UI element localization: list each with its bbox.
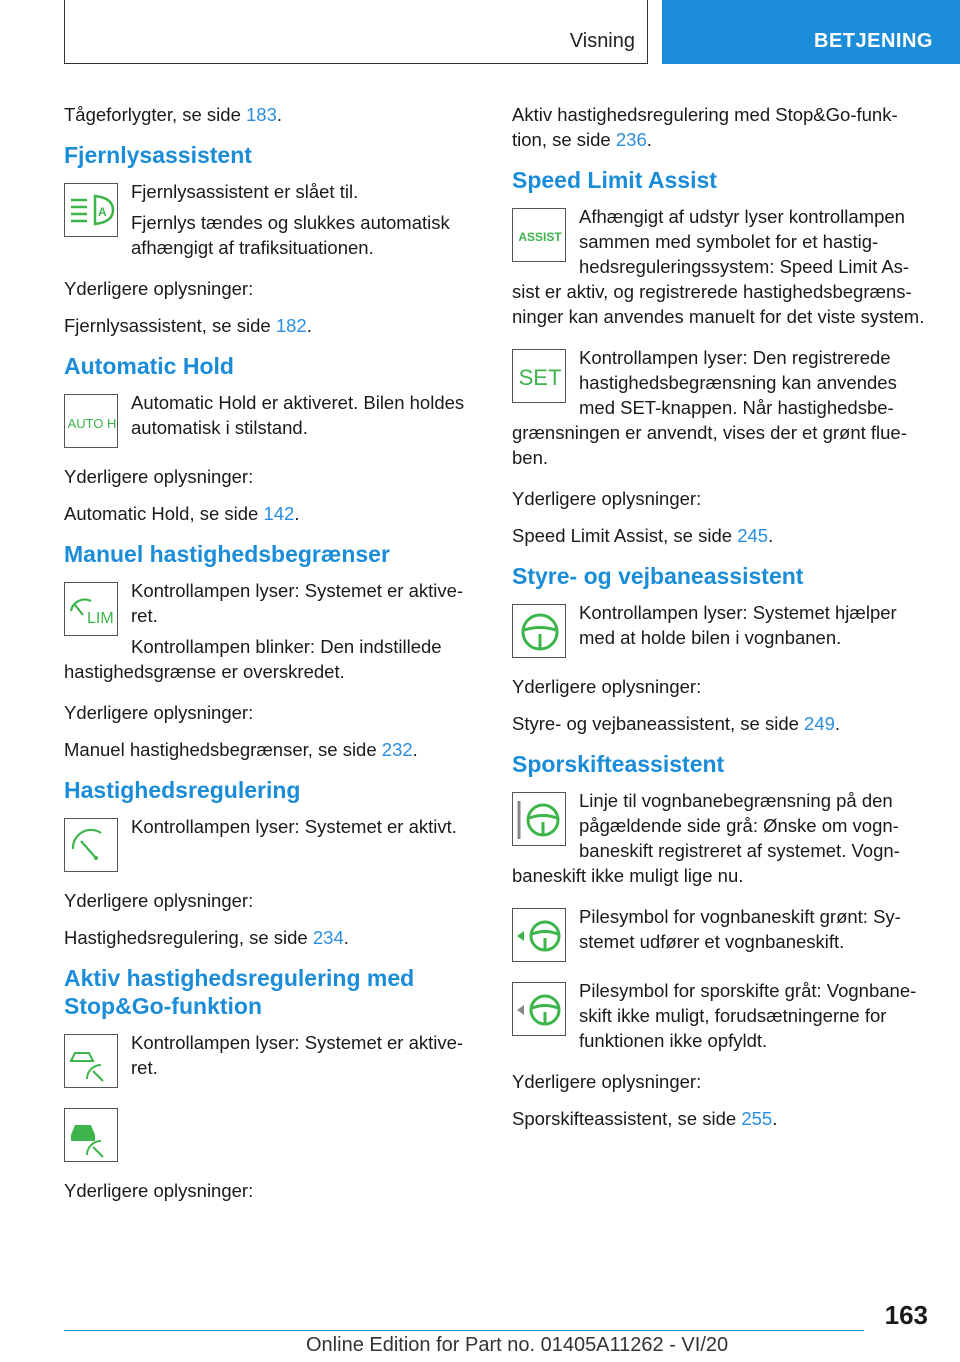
steer-item [512, 600, 928, 664]
limiter-page-link[interactable]: 232 [381, 739, 413, 760]
lane-item-3 [512, 978, 928, 1059]
limiter-title: Manuel hastighedsbegrænser [64, 541, 390, 567]
lane-change-grey-arrow-icon [512, 982, 566, 1036]
limiter-item [64, 578, 484, 690]
auto-hold-icon [64, 394, 118, 448]
lane-p2: Pilesymbol for vognbaneskift grønt: Sy-stemet udfører et vognbaneskift. [579, 906, 901, 952]
sla-page-link[interactable]: 245 [737, 525, 769, 546]
sla-ref: Speed Limit Assist, se side 245. [512, 525, 774, 546]
acc-item-2 [64, 1104, 484, 1168]
lane-p3: Pilesymbol for sporskifte gråt: Vognbane-skift ikke muligt, forudsætningerne for funktionen ikke opfyldt. [579, 980, 917, 1051]
auto-hold-icon-text: AUTO H [67, 416, 117, 431]
autohold-more: Yderligere oplysninger: [64, 466, 254, 487]
header-tab-label: BETJENING [814, 30, 933, 52]
speed-limiter-icon-text: LIM [87, 610, 114, 627]
set-icon-text: SET [518, 365, 562, 390]
lane-page-link[interactable]: 255 [741, 1108, 773, 1129]
right-column [512, 102, 928, 1143]
highbeam-page-link[interactable]: 182 [275, 315, 307, 336]
lane-item-2 [512, 904, 928, 968]
autohold-ref: Automatic Hold, se side 142. [64, 503, 300, 524]
cruise-more: Yderligere oplysninger: [64, 890, 254, 911]
header-tab[interactable] [662, 0, 960, 64]
sla-more: Yderligere oplysninger: [512, 488, 702, 509]
lane-line-steering-icon [512, 792, 566, 846]
autohold-title: Automatic Hold [64, 353, 234, 379]
page-number: 163 [884, 1300, 928, 1330]
autohold-p1: Automatic Hold er aktiveret. Bilen holdes automatisk i stilstand. [131, 392, 465, 438]
steer-ref: Styre- og vejbaneassistent, se side 249. [512, 713, 841, 734]
steer-title: Styre- og vejbaneassistent [512, 563, 804, 589]
steer-more: Yderligere oplysninger: [512, 676, 702, 697]
cruise-title: Hastighedsregulering [64, 777, 301, 803]
acc-more: Yderligere oplysninger: [64, 1180, 254, 1201]
lane-item-1 [512, 788, 928, 894]
autohold-item [64, 390, 484, 454]
cruise-control-icon [64, 818, 118, 872]
sla-p2: Kontrollampen lyser: Den registrerede hastighedsbegrænsning kan anvendes med SET-knappen. Når hastighedsbe-grænsningen er anvendt, vises der et grønt flue-ben. [512, 347, 907, 468]
limiter-p1: Kontrollampen lyser: Systemet er aktive-ret. [131, 580, 464, 626]
speed-limit-assist-icon [512, 208, 566, 262]
sla-item-1 [512, 204, 928, 335]
sla-item-2 [512, 345, 928, 476]
fog-ref: Tågeforlygter, se side 183. [64, 104, 283, 125]
acc-page-link[interactable]: 236 [615, 129, 647, 150]
left-column [64, 102, 484, 1215]
acc-p1: Kontrollampen lyser: Systemet er aktive-ret. [131, 1032, 464, 1078]
limiter-ref: Manuel hastighedsbegrænser, se side 232. [64, 739, 418, 760]
highbeam-title: Fjernlysassistent [64, 142, 252, 168]
sla-icon-text: ASSIST [518, 230, 562, 244]
autohold-page-link[interactable]: 142 [263, 503, 295, 524]
cruise-page-link[interactable]: 234 [312, 927, 344, 948]
steer-page-link[interactable]: 249 [804, 713, 835, 734]
svg-text:A: A [98, 205, 107, 219]
lane-title: Sporskifteassistent [512, 751, 725, 777]
lane-change-green-arrow-icon [512, 908, 566, 962]
highbeam-more: Yderligere oplysninger: [64, 278, 254, 299]
highbeam-p1: Fjernlysassistent er slået til. [131, 181, 359, 202]
steer-p1: Kontrollampen lyser: Systemet hjælper med at holde bilen i vognbanen. [579, 602, 897, 648]
sla-title: Speed Limit Assist [512, 167, 717, 193]
lane-ref: Sporskifteassistent, se side 255. [512, 1108, 778, 1129]
footer-edition: Online Edition for Part no. 01405A11262 - VI/20 [306, 1334, 729, 1356]
footer-divider [64, 1330, 864, 1331]
header-box [64, 0, 648, 64]
acc-car-icon [64, 1034, 118, 1088]
acc-ref: Aktiv hastighedsregulering med Stop&Go-funk-tion, se side 236. [512, 104, 898, 150]
set-icon [512, 349, 566, 403]
steering-wheel-icon [512, 604, 566, 658]
limiter-more: Yderligere oplysninger: [64, 702, 254, 723]
cruise-ref: Hastighedsregulering, se side 234. [64, 927, 349, 948]
sla-p1: Afhængigt af udstyr lyser kontrollampen sammen med symbolet for et hastig-hedsreguleringssystem: Speed Limit As-sist er aktiv, og registrerede hastighedsbegræns-ninger kan anvendes manuelt for det viste system. [512, 206, 925, 327]
cruise-p1: Kontrollampen lyser: Systemet er aktivt. [131, 816, 457, 837]
lane-more: Yderligere oplysninger: [512, 1071, 702, 1092]
high-beam-assist-icon [64, 183, 118, 237]
header-section: Visning [569, 30, 635, 52]
fog-page-link[interactable]: 183 [246, 104, 277, 125]
speed-limiter-icon [64, 582, 118, 636]
acc-item [64, 1030, 484, 1094]
highbeam-item [64, 179, 484, 266]
highbeam-ref: Fjernlysassistent, se side 182. [64, 315, 312, 336]
cruise-item [64, 814, 484, 878]
limiter-p2: Kontrollampen blinker: Den indstillede hastighedsgrænse er overskredet. [64, 636, 442, 682]
lane-p1: Linje til vognbanebegrænsning på den pågældende side grå: Ønske om vogn-baneskift registreret af systemet. Vogn-baneskift ikke muligt lige nu. [512, 790, 900, 886]
acc-title: Aktiv hastighedsregulering med Stop&Go-funktion [64, 965, 415, 1019]
acc-car-filled-icon [64, 1108, 118, 1162]
highbeam-p2: Fjernlys tændes og slukkes automatisk afhængigt af trafiksituationen. [131, 212, 450, 258]
